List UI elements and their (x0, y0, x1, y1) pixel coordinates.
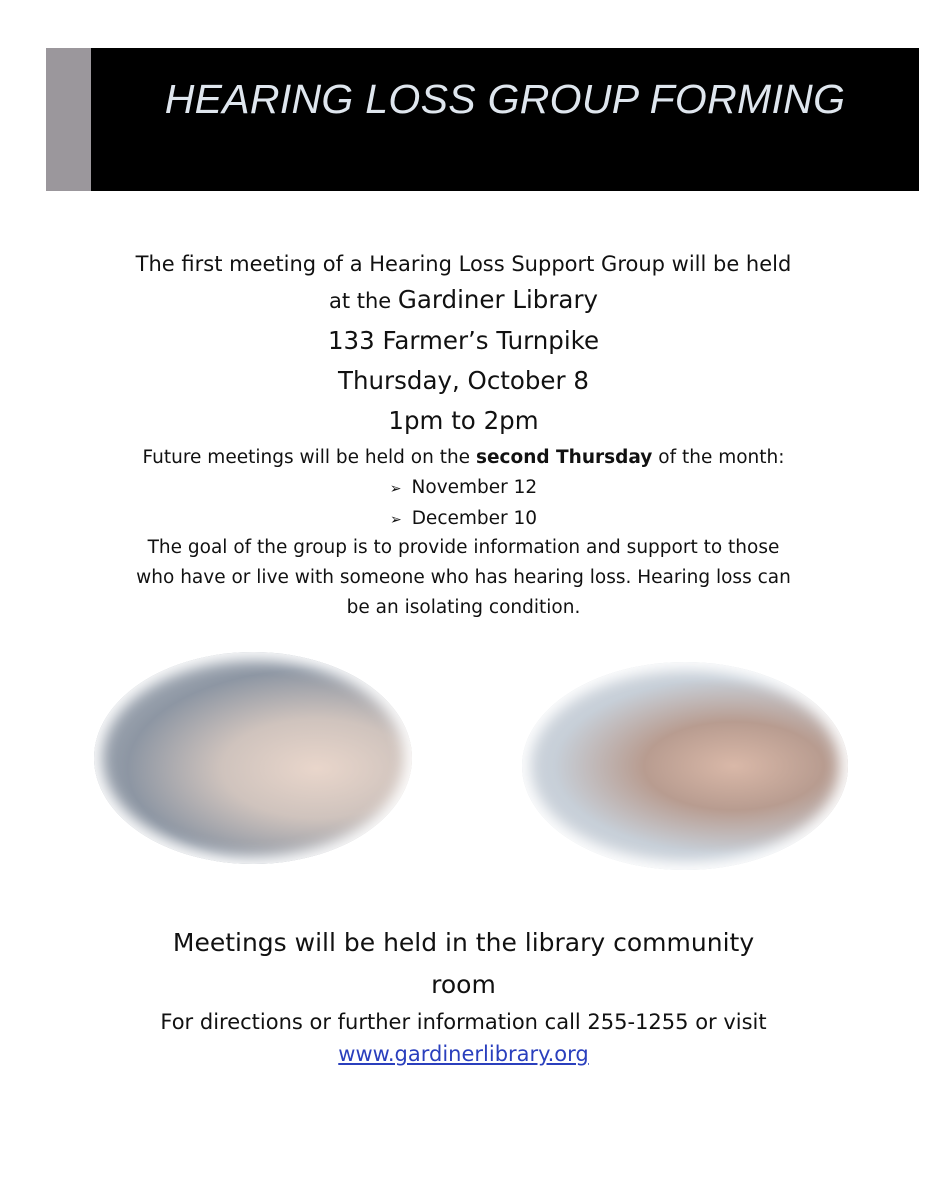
future-prefix: Future meetings will be held on the (142, 447, 471, 468)
photo-oval (94, 652, 412, 864)
future-date: November 12 (411, 477, 538, 498)
future-dates-list (100, 473, 827, 535)
arrow-bullet-icon: ➢ (389, 512, 402, 528)
future-date: December 10 (411, 508, 538, 529)
photo-oval (522, 662, 848, 870)
goal-line: who have or live with someone who has hearing loss. Hearing loss can (136, 567, 791, 588)
photo-ear-exam (82, 640, 425, 872)
venue-prefix: at the (328, 289, 392, 313)
future-suffix: of the month: (658, 447, 785, 468)
header-banner (46, 48, 919, 191)
meeting-time: 1pm to 2pm (388, 406, 539, 435)
future-emphasis: second Thursday (475, 447, 653, 468)
page-title: HEARING LOSS GROUP FORMING (164, 76, 846, 122)
intro-block (100, 248, 827, 441)
venue-address: 133 Farmer’s Turnpike (327, 326, 600, 355)
goal-paragraph (100, 533, 827, 623)
future-meetings (100, 443, 827, 535)
intro-line: The first meeting of a Hearing Loss Support Group will be held (135, 252, 792, 276)
goal-line: be an isolating condition. (346, 597, 581, 618)
list-item (100, 504, 827, 535)
goal-line: The goal of the group is to provide information and support to those (147, 537, 780, 558)
meeting-date: Thursday, October 8 (338, 366, 589, 395)
banner-accent-bar (46, 48, 91, 191)
contact-info: For directions or further information call 255-1255 or visit (160, 1010, 767, 1034)
footer-headline: Meetings will be held in the library community (172, 928, 755, 957)
venue-name: Gardiner Library (397, 285, 599, 314)
arrow-bullet-icon: ➢ (389, 481, 402, 497)
future-meetings-text (100, 443, 827, 473)
photo-hearing-aid-fitting (510, 652, 860, 880)
footer-block (100, 922, 827, 1070)
venue-line (100, 280, 827, 321)
list-item (100, 473, 827, 504)
footer-headline-cont: room (431, 970, 496, 999)
website-link[interactable]: www.gardinerlibrary.org (338, 1042, 589, 1066)
